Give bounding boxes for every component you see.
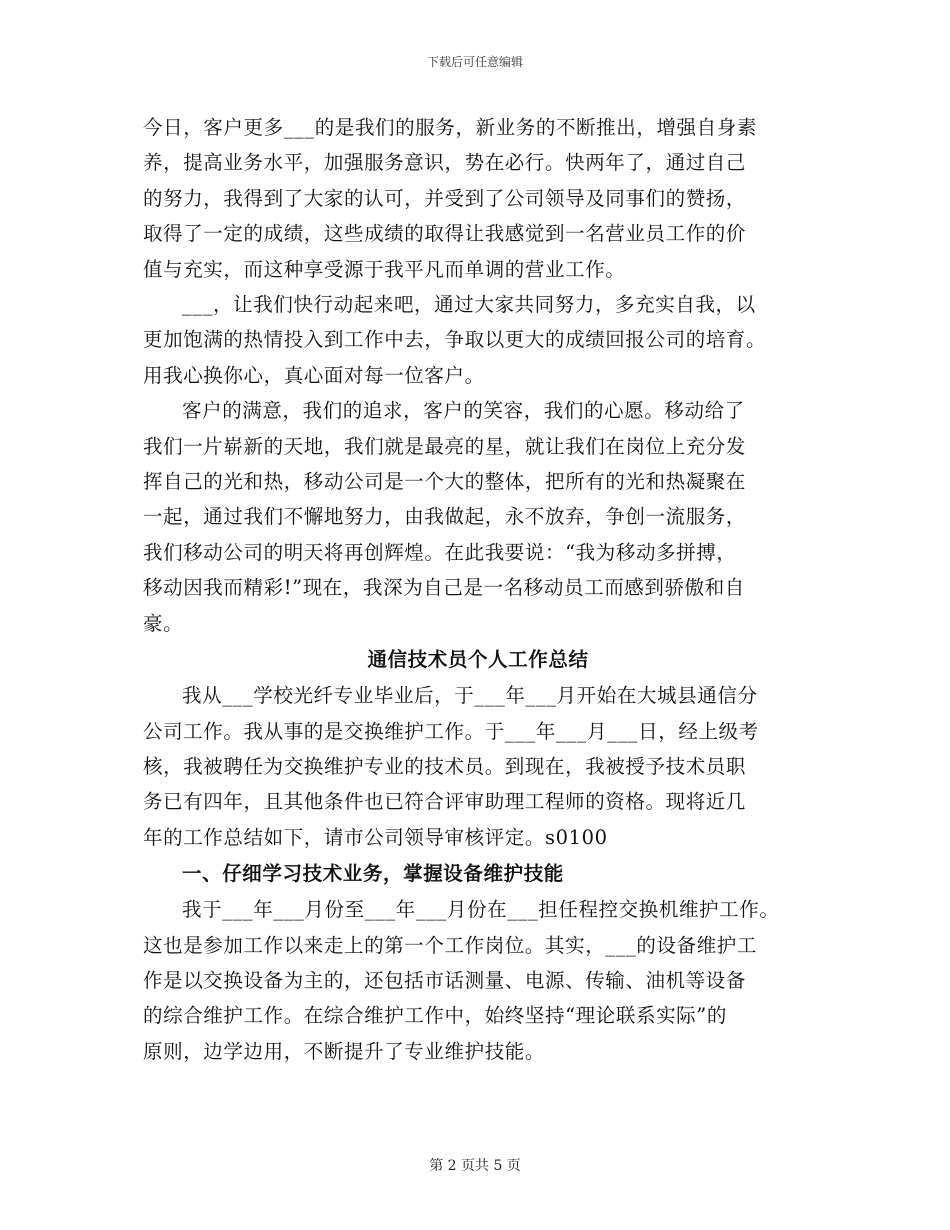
paragraph-call-to-action: ___，让我们快行动起来吧，通过大家共同努力，多充实自我，以 更加饱满的热情投入到工作中去，争取以更大的成绩回报公司的培育。 用我心换你心，真心面对每一位客户。 [143,293,767,387]
paragraph-customer-satisfaction: 客户的满意，我们的追求，客户的笑容，我们的心愿。移动给了 我们一片崭新的天地，我们就是最亮的星，就让我们在岗位上充分发 挥自己的光和热，移动公司是一个大的整体，把所有的光和热凝聚在 一起，通过我们不懈地努力，由我做起，永不放弃，争创一流服务， 我们移动公司的明天将再创辉煌。在此我要说：“我为移动多拼搏， 移动因我而精彩!”现在，我深为自己是一名移动员工而感到骄傲和自 豪。 [143,399,747,635]
page-header: 下载后可任意编辑 [426,55,523,69]
page-number-footer: 第 2 页共 5 页 [429,1158,521,1174]
document-title: 通信技术员个人工作总结 [367,648,589,672]
document-body [143,110,813,1069]
paragraph-maintenance-work: 我于___年___月份至___年___月份在___担任程控交换机维护工作。 这也是参加工作以来走上的第一个工作岗位。其实，___的设备维护工 作是以交换设备为主的，还包括市话测量、电源、传输、油机等设备 的综合维护工作。在综合维护工作中，始终坚持“理论联系实际”的 原则，边学边用，不断提升了专业维护技能。 [143,898,780,1063]
paragraph-introduction: 我从___学校光纤专业毕业后，于___年___月开始在大城县通信分 公司工作。我从事的是交换维护工作。于___年___月___日，经上级考 核，我被聘任为交换维护专业的技术员。到现在，我被授予技术员职 务已有四年，且其他条件也已符合评审助理工程师的资格。现将近几 年的工作总结如下，请市公司领导审核评定。s0100 [143,684,759,849]
paragraph-customer-service: 今日，客户更多___的是我们的服务，新业务的不断推出，增强自身素 养，提高业务水平，加强服务意识，势在必行。快两年了，通过自己 的努力，我得到了大家的认可，并受到了公司领导及同事们的赞扬， 取得了一定的成绩，这些成绩的取得让我感觉到一名营业员工作的价 值与充实，而这种享受源于我平凡而单调的营业工作。 [143,116,757,281]
section-heading-1: 一、仔细学习技术业务，掌握设备维护技能 [182,862,564,886]
